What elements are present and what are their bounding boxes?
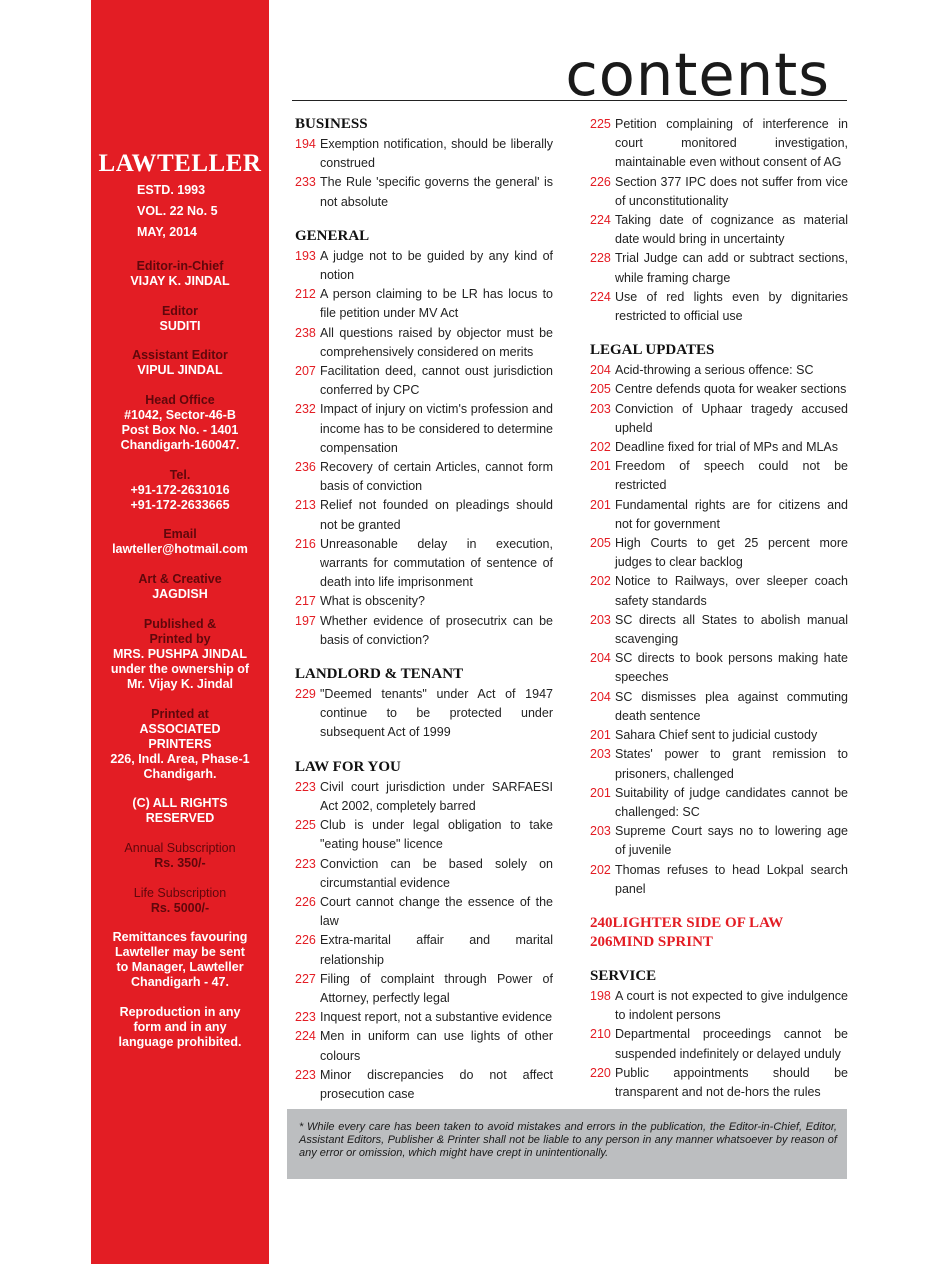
brand-name: LAWTELLER [98,150,262,177]
contents-entry[interactable] [295,324,553,362]
entry-title: "Deemed tenants" under Act of 1947 continue to be protected under subsequent Act of 1999 [320,687,553,740]
contents-entry[interactable] [295,778,553,816]
contents-section [295,115,553,212]
email-block [95,527,265,557]
page-number: 213 [295,498,316,513]
service-section [590,967,848,1102]
page-number: 210 [590,1027,611,1042]
feature-title: LIGHTER SIDE OF LAW [612,914,784,931]
page-number: 229 [295,687,316,702]
page-title: contents [565,40,830,109]
contents-entry[interactable] [590,496,848,534]
contents-entry[interactable] [590,688,848,726]
contents-entry[interactable] [590,457,848,495]
page-number: 240 [590,914,613,931]
credit-title: Assistant Editor [132,348,228,363]
section-heading: GENERAL [295,227,370,244]
entry-title: Extra-marital affair and marital relationship [320,933,553,967]
credit-name: VIJAY K. JINDAL [130,274,230,288]
contents-entry[interactable] [590,288,848,326]
page-number: 223 [295,856,316,871]
entry-title: Exemption notification, should be liberally construed [320,137,553,171]
page-number: 226 [295,894,316,909]
entry-title: The Rule 'specific governs the general' is not absolute [320,175,553,209]
contents-entry[interactable] [590,173,848,211]
entry-title: A judge not to be guided by any kind of notion [320,248,553,283]
contents-entry[interactable] [590,380,848,399]
editor-block [95,304,265,334]
feature-title: MIND SPRINT [612,933,713,950]
reproduction-text: form and in any [133,1019,227,1034]
feature-entry[interactable] [590,914,848,933]
page-number: 224 [590,289,611,304]
printer-block [95,707,265,782]
issue-info [91,180,269,243]
entry-title: SC directs all States to abolish manual scavenging [615,612,848,647]
page-number: 238 [295,325,316,340]
page-number: 201 [590,785,611,800]
page-number: 205 [590,382,611,397]
entry-title: A court is not expected to give indulgence to indolent persons [615,988,848,1023]
entry-title: SC directs to book persons making hate speeches [615,651,848,685]
publisher-block [95,617,265,692]
entry-title: Conviction can be based solely on circumstantial evidence [320,856,553,890]
page-number: 203 [590,401,611,416]
contents-entry[interactable] [295,400,553,458]
credit-text: under the ownership of [110,661,250,676]
subscription-price: Rs. 5000/- [150,900,210,915]
page-number: 198 [590,988,611,1003]
page-number: 232 [295,402,316,417]
entry-title: Public appointments should be transparent and not de-hors the rules [615,1065,848,1099]
contents-entry[interactable] [295,458,553,496]
contents-entry[interactable] [295,970,553,1008]
contents-entry[interactable] [295,1066,553,1104]
contents-entry[interactable] [590,211,848,249]
entry-title: Notice to Railways, over sleeper coach safety standards [615,574,848,608]
page-number: 201 [590,459,611,474]
entry-title: Freedom of speech could not be restricted [615,459,848,493]
remittance-text: to Manager, Lawteller [116,960,244,975]
page-number: 227 [295,971,316,986]
entry-title: Club is under legal obligation to take "eating house" licence [320,818,553,852]
entry-title: SC dismisses plea against commuting death sentence [615,689,848,723]
entry-title: Section 377 IPC does not suffer from vice of unconstitutionality [615,174,848,208]
head-office-block [95,393,265,453]
contents-entry[interactable] [590,784,848,822]
entry-title: Use of red lights even by dignitaries restricted to official use [615,289,848,324]
entry-title: Centre defends quota for weaker sections [615,382,847,397]
entry-title: Thomas refuses to head Lokpal search panel [615,862,848,896]
entry-title: Inquest report, not a substantive evidence [320,1010,553,1025]
page-number: 202 [590,862,611,877]
contents-entry[interactable] [590,534,848,572]
remittance-text: Remittances favouring [112,930,248,945]
entry-title: Unreasonable delay in execution, warrants for commutation of sentence of death into life imprisonment [320,536,553,590]
entry-title: Minor discrepancies do not affect prosecution case [320,1067,553,1101]
reproduction-text: Reproduction in any [119,1004,241,1019]
credit-title: Editor-in-Chief [136,259,224,273]
address-line: Chandigarh. [143,766,217,781]
phone-number: +91-172-2633665 [130,497,230,512]
page-number: 207 [295,364,316,379]
credit-name: ASSOCIATED [139,721,221,736]
editor-in-chief-block [95,259,265,289]
contents-entry[interactable] [295,612,553,650]
contents-entry[interactable] [295,893,553,931]
credit-name: VIPUL JINDAL [137,363,223,378]
remittance-text: Lawteller may be sent [115,945,245,960]
credit-title: Printed at [151,706,209,721]
life-subscription-block [95,886,265,916]
credit-name: JAGDISH [152,587,208,602]
contents-entry[interactable] [590,987,848,1025]
credit-text: Mr. Vijay K. Jindal [126,676,234,691]
established-year: ESTD. 1993 [137,183,206,197]
page-number: 202 [590,440,611,455]
contents-entry[interactable] [590,1025,848,1063]
contents-left-column [295,115,553,1119]
credit-title: Email [163,527,197,542]
entry-title: Petition complaining of interference in court monitored investigation, maintainable even without consent of AG [615,117,848,170]
page-number: 212 [295,287,316,302]
page-number: 204 [590,363,611,378]
credit-title: Head Office [145,393,215,408]
address-line: Post Box No. - 1401 [121,423,239,438]
entry-title: Court cannot change the essence of the law [320,894,553,929]
disclaimer: * While every care has been taken to avoid mistakes and errors in the publication, the Editor-in-Chief, Editor, Assistant Editors, Publisher & Printer shall not be liable to any person in any manner whatsoever by reason of any error or omission, which might have crept in unintentionally. [287,1109,847,1179]
page-number: 201 [590,728,611,743]
page-number: 194 [295,137,316,151]
page-number: 197 [295,613,316,628]
section-heading: LEGAL UPDATES [590,342,715,359]
entry-title: Filing of complaint through Power of Attorney, perfectly legal [320,971,553,1005]
entry-title: States' power to grant remission to prisoners, challenged [615,747,848,781]
contents-entry[interactable] [590,822,848,860]
entry-title: Relief not founded on pleadings should not be granted [320,498,553,532]
contents-entry[interactable] [295,173,553,211]
contents-entry[interactable] [295,362,553,400]
page-number: 220 [590,1065,611,1080]
entry-title: Departmental proceedings cannot be suspended indefinitely or delayed unduly [615,1027,848,1061]
page-number: 233 [295,175,316,190]
contents-entry[interactable] [590,249,848,287]
contents-section [295,227,553,650]
page-number: 202 [590,574,611,589]
credit-name: PRINTERS [148,736,212,751]
entry-title: High Courts to get 25 percent more judges to clear backlog [615,536,848,570]
rights-text: (C) ALL RIGHTS [132,796,228,811]
masthead-credits [95,259,265,1065]
entry-title: Men in uniform can use lights of other colours [320,1029,553,1063]
masthead-sidebar [91,0,269,1264]
contents-entry[interactable] [590,611,848,649]
contents-entry[interactable] [295,135,553,173]
page-number: 225 [295,818,316,833]
section-heading: LAW FOR YOU [295,758,401,775]
entry-title: Fundamental rights are for citizens and not for government [615,497,848,531]
entry-title: What is obscenity? [320,594,425,609]
entry-title: Suitability of judge candidates cannot be challenged: SC [615,785,848,819]
annual-subscription-block [95,841,265,871]
page-number: 204 [590,651,611,666]
contents-entry[interactable] [590,649,848,687]
contents-entry[interactable] [295,592,553,611]
address-line: 226, Indl. Area, Phase-1 [110,751,250,766]
contents-entry[interactable] [590,572,848,610]
contents-entry[interactable] [295,855,553,893]
section-heading: LANDLORD & TENANT [295,666,464,683]
entry-title: Facilitation deed, cannot oust jurisdiction conferred by CPC [320,364,553,398]
entry-title: Civil court jurisdiction under SARFAESI Act 2002, completely barred [320,779,553,813]
rights-block [95,796,265,826]
credit-title: Art & Creative [138,572,222,587]
volume-number: VOL. 22 No. 5 [137,204,218,218]
remittance-text: Chandigarh - 47. [131,975,229,990]
contents-entry[interactable] [295,285,553,323]
entry-title: A person claiming to be LR has locus to file petition under MV Act [320,287,553,321]
page-number: 224 [590,213,611,228]
page-number: 193 [295,248,316,263]
contents-entry[interactable] [295,685,553,743]
contents-entry[interactable] [295,816,553,854]
email-address: lawteller@hotmail.com [112,542,248,557]
contents-entry[interactable] [295,247,553,285]
entry-title: Supreme Court says no to lowering age of juvenile [615,824,848,858]
credit-title: Tel. [169,467,191,482]
entry-title: Trial Judge can add or subtract sections, while framing charge [615,251,848,285]
page-number: 203 [590,612,611,627]
contents-entry[interactable] [295,496,553,534]
contents-entry[interactable] [590,726,848,745]
art-block [95,572,265,602]
entry-title: Sahara Chief sent to judicial custody [615,728,818,743]
contents-entry[interactable] [590,400,848,438]
subscription-title: Annual Subscription [124,840,236,855]
credit-name: SUDITI [159,318,201,333]
contents-entry[interactable] [590,115,848,173]
page-number: 236 [295,460,316,475]
contents-entry[interactable] [590,361,848,380]
credit-title: Editor [161,303,199,318]
entry-title: Recovery of certain Articles, cannot form basis of conviction [320,460,553,494]
remittance-block [95,930,265,990]
section-heading: BUSINESS [295,116,368,132]
page-number: 203 [590,824,611,839]
contents-entry[interactable] [295,535,553,593]
contents-right-column [590,115,848,1117]
reproduction-block [95,1005,265,1050]
entry-title: Acid-throwing a serious offence: SC [615,363,814,378]
address-line: #1042, Sector-46-B [124,408,236,423]
reproduction-text: language prohibited. [118,1034,242,1049]
page-number: 226 [295,933,316,948]
page-number: 201 [590,497,611,512]
contents-section [295,758,553,1104]
page-number: 223 [295,779,316,794]
phone-number: +91-172-2631016 [130,482,230,497]
page-number: 224 [295,1029,316,1044]
contents-entry[interactable] [295,1008,553,1027]
issue-date: MAY, 2014 [137,225,197,239]
subscription-price: Rs. 350/- [154,855,206,870]
page-number: 217 [295,594,316,609]
rights-text: RESERVED [145,811,215,826]
subscription-title: Life Subscription [133,885,227,900]
entry-title: Taking date of cognizance as material date would bring in uncertainty [615,213,848,247]
credit-name: MRS. PUSHPA JINDAL [112,646,248,661]
contents-entry[interactable] [590,861,848,899]
entry-title: Conviction of Uphaar tragedy accused upheld [615,401,848,435]
title-divider [292,100,847,101]
continued-section [590,115,848,326]
credit-title: Published & [143,616,217,631]
contents-entry[interactable] [590,1064,848,1102]
page-number: 223 [295,1010,316,1025]
page-number: 204 [590,689,611,704]
page-number: 206 [590,933,613,950]
page-number: 223 [295,1067,316,1082]
credit-title: Printed by [149,631,211,646]
telephone-block [95,468,265,513]
contents-entry[interactable] [590,438,848,457]
address-line: Chandigarh-160047. [120,438,240,453]
contents-section [295,665,553,743]
contents-entry[interactable] [295,1027,553,1065]
assistant-editor-block [95,348,265,378]
entry-title: All questions raised by objector must be comprehensively considered on merits [320,325,553,359]
entry-title: Deadline fixed for trial of MPs and MLAs [615,440,839,455]
section-heading: SERVICE [590,967,657,984]
contents-entry[interactable] [590,745,848,783]
page-number: 226 [590,174,611,189]
page-number: 216 [295,536,316,551]
entry-title: Impact of injury on victim's profession and income has to be considered to determine compensation [320,402,553,455]
entry-title: Whether evidence of prosecutrix can be basis of conviction? [320,613,553,647]
legal-updates-section [590,341,848,899]
page-number: 203 [590,747,611,762]
contents-entry[interactable] [295,931,553,969]
page-number: 228 [590,251,611,266]
page-number: 205 [590,536,611,551]
feature-entry[interactable] [590,933,848,952]
page-number: 225 [590,117,611,131]
features-section [590,914,848,952]
